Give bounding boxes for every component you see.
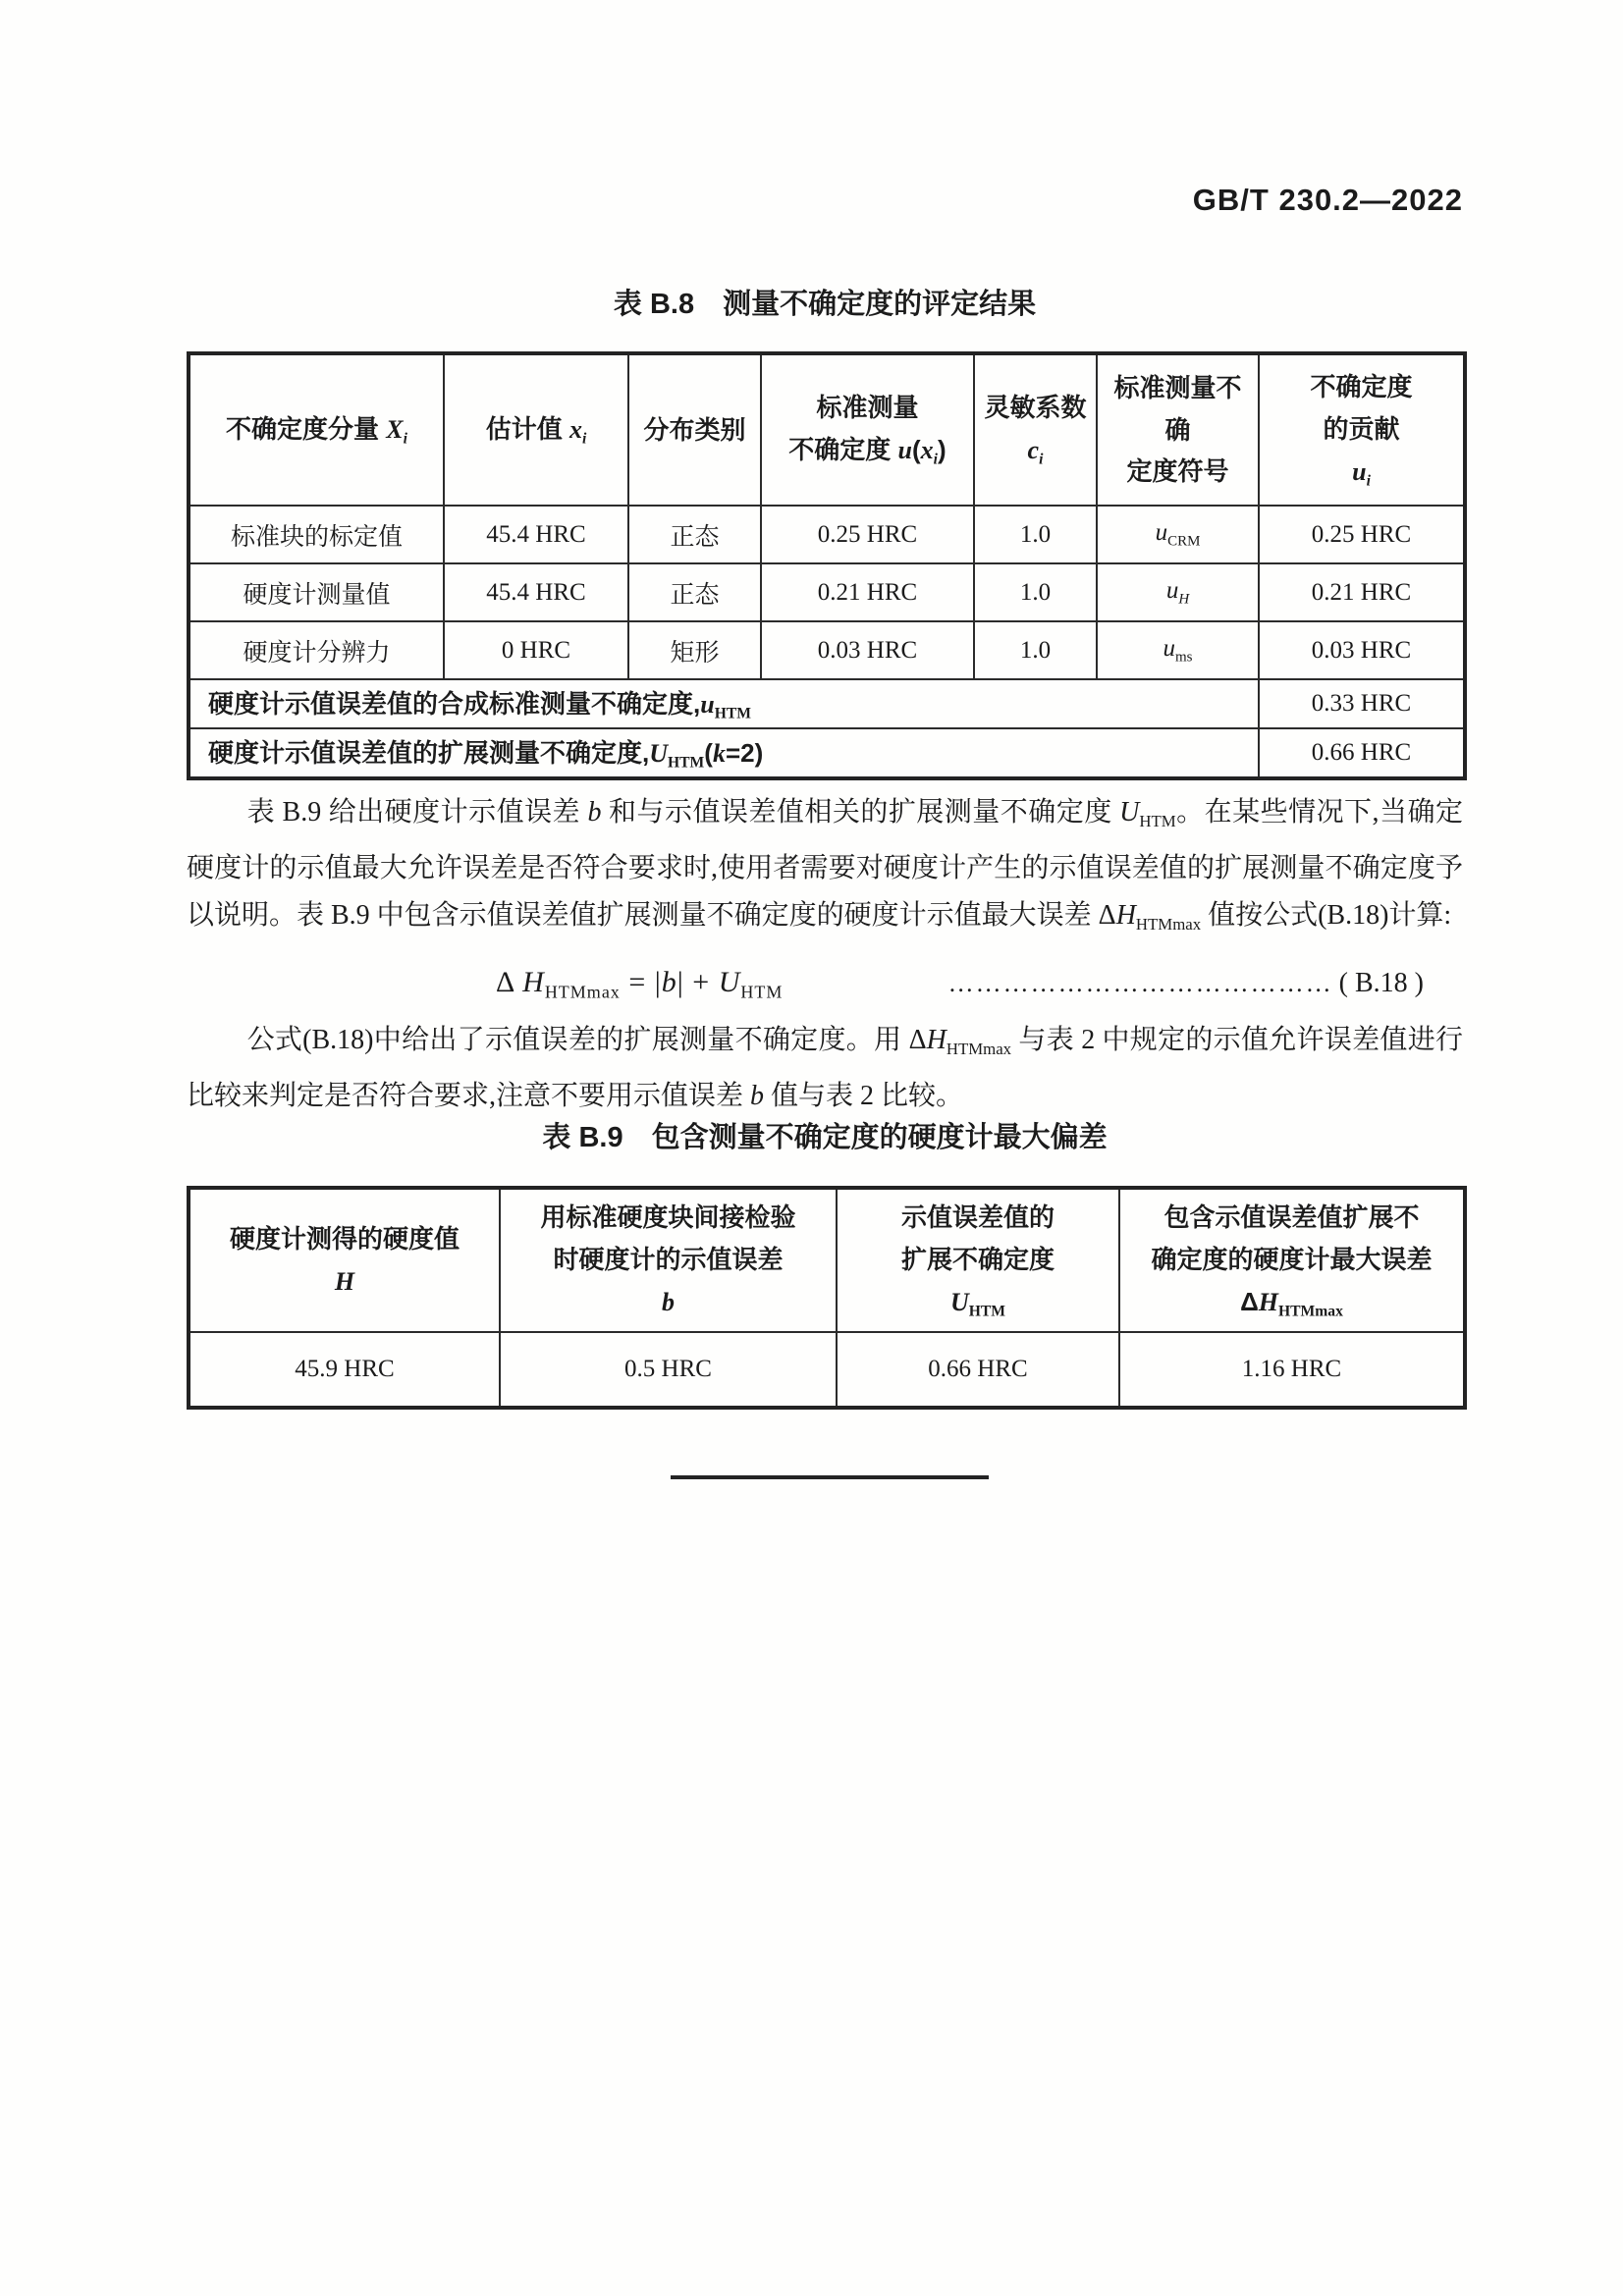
end-divider bbox=[671, 1475, 989, 1479]
formula-reference: ( B.18 ) bbox=[1338, 968, 1424, 998]
cell-contribution: 0.25 HRC bbox=[1259, 506, 1465, 563]
cell-sensitivity: 1.0 bbox=[974, 563, 1097, 621]
cell-hardness: 45.9 HRC bbox=[189, 1332, 500, 1408]
cell-contribution: 0.21 HRC bbox=[1259, 563, 1465, 621]
cell-symbol: $u_{CRM}$ bbox=[1097, 506, 1259, 563]
summary-label: 硬度计示值误差值的合成标准测量不确定度$,u_{HTM}$ bbox=[189, 679, 1259, 728]
table-b8-title: 表 B.8 测量不确定度的评定结果 bbox=[613, 289, 1037, 320]
col-header-contribution: 不确定度 的贡献 $u_i$ bbox=[1259, 353, 1465, 506]
table-b8-header-row bbox=[189, 353, 1465, 506]
cell-estimate: 45.4 HRC bbox=[444, 506, 628, 563]
cell-distribution: 正态 bbox=[628, 506, 761, 563]
summary-value: 0.66 HRC bbox=[1259, 728, 1465, 778]
cell-sensitivity: 1.0 bbox=[974, 506, 1097, 563]
formula-body: Δ $H_{HTMmax} = |b| + U_{HTM}$ bbox=[496, 966, 784, 1002]
standard-number: GB/T 230.2—2022 bbox=[1192, 183, 1463, 217]
paragraph-2: 公式(B.18)中给出了示值误差的扩展测量不确定度。用 $\Delta H_{HTMmax}$ 与表 2 中规定的示值允许误差值进行比较来判定是否符合要求,注意不要用示值误差 b 值与表 2 比较。 bbox=[187, 1025, 1463, 1111]
summary-row-combined bbox=[189, 679, 1465, 728]
paragraph-1: 表 B.9 给出硬度计示值误差 b 和与示值误差值相关的扩展测量不确定度 $U_{HTM}$。在某些情况下,当确定硬度计的示值最大允许误差是否符合要求时,使用者需要对硬度计产生的示值误差值的扩展测量不确定度予以说明。表 B.9 中包含示值误差值扩展测量不确定度的硬度计示值最大误差 $\Delta H_{HTMmax}$ 值按公式(B.18)计算: bbox=[187, 797, 1463, 934]
table-b8 bbox=[187, 351, 1467, 780]
cell-distribution: 正态 bbox=[628, 563, 761, 621]
table-row bbox=[189, 506, 1465, 563]
cell-distribution: 矩形 bbox=[628, 621, 761, 679]
cell-component: 标准块的标定值 bbox=[189, 506, 444, 563]
cell-max-error: 1.16 HRC bbox=[1119, 1332, 1465, 1408]
col-header-distribution: 分布类别 bbox=[628, 353, 761, 506]
table-b9 bbox=[187, 1186, 1467, 1410]
cell-estimate: 0 HRC bbox=[444, 621, 628, 679]
summary-label: 硬度计示值误差值的扩展测量不确定度$,U_{HTM}(k=2)$ bbox=[189, 728, 1259, 778]
formula-leader-dots: …………………………………… bbox=[947, 969, 1333, 997]
table-row bbox=[189, 563, 1465, 621]
cell-component: 硬度计测量值 bbox=[189, 563, 444, 621]
summary-value: 0.33 HRC bbox=[1259, 679, 1465, 728]
col-header-component: 不确定度分量 $X_i$ bbox=[189, 353, 444, 506]
cell-contribution: 0.03 HRC bbox=[1259, 621, 1465, 679]
col-header-error: 用标准硬度块间接检验 时硬度计的示值误差 b bbox=[500, 1188, 837, 1332]
col-header-hardness: 硬度计测得的硬度值 H bbox=[189, 1188, 500, 1332]
table-b9-title: 表 B.9 包含测量不确定度的硬度计最大偏差 bbox=[542, 1122, 1108, 1153]
cell-estimate: 45.4 HRC bbox=[444, 563, 628, 621]
table-row bbox=[189, 621, 1465, 679]
cell-symbol: $u_H$ bbox=[1097, 563, 1259, 621]
cell-symbol: $u_{ms}$ bbox=[1097, 621, 1259, 679]
col-header-std-uncertainty: 标准测量 不确定度 $u(x_i)$ bbox=[761, 353, 974, 506]
cell-std-uncertainty: 0.25 HRC bbox=[761, 506, 974, 563]
col-header-expanded-uncertainty: 示值误差值的 扩展不确定度 $U_{HTM}$ bbox=[837, 1188, 1119, 1332]
summary-row-expanded bbox=[189, 728, 1465, 778]
cell-error: 0.5 HRC bbox=[500, 1332, 837, 1408]
col-header-estimate: 估计值 $x_i$ bbox=[444, 353, 628, 506]
cell-component: 硬度计分辨力 bbox=[189, 621, 444, 679]
table-b9-header-row bbox=[189, 1188, 1465, 1332]
cell-std-uncertainty: 0.21 HRC bbox=[761, 563, 974, 621]
cell-std-uncertainty: 0.03 HRC bbox=[761, 621, 974, 679]
formula-b18 bbox=[187, 966, 1424, 1002]
cell-sensitivity: 1.0 bbox=[974, 621, 1097, 679]
col-header-max-error: 包含示值误差值扩展不 确定度的硬度计最大误差 $\Delta H_{HTMmax}$ bbox=[1119, 1188, 1465, 1332]
col-header-symbol: 标准测量不确 定度符号 bbox=[1097, 353, 1259, 506]
cell-expanded-uncertainty: 0.66 HRC bbox=[837, 1332, 1119, 1408]
table-row bbox=[189, 1332, 1465, 1408]
col-header-sensitivity: 灵敏系数 $c_i$ bbox=[974, 353, 1097, 506]
